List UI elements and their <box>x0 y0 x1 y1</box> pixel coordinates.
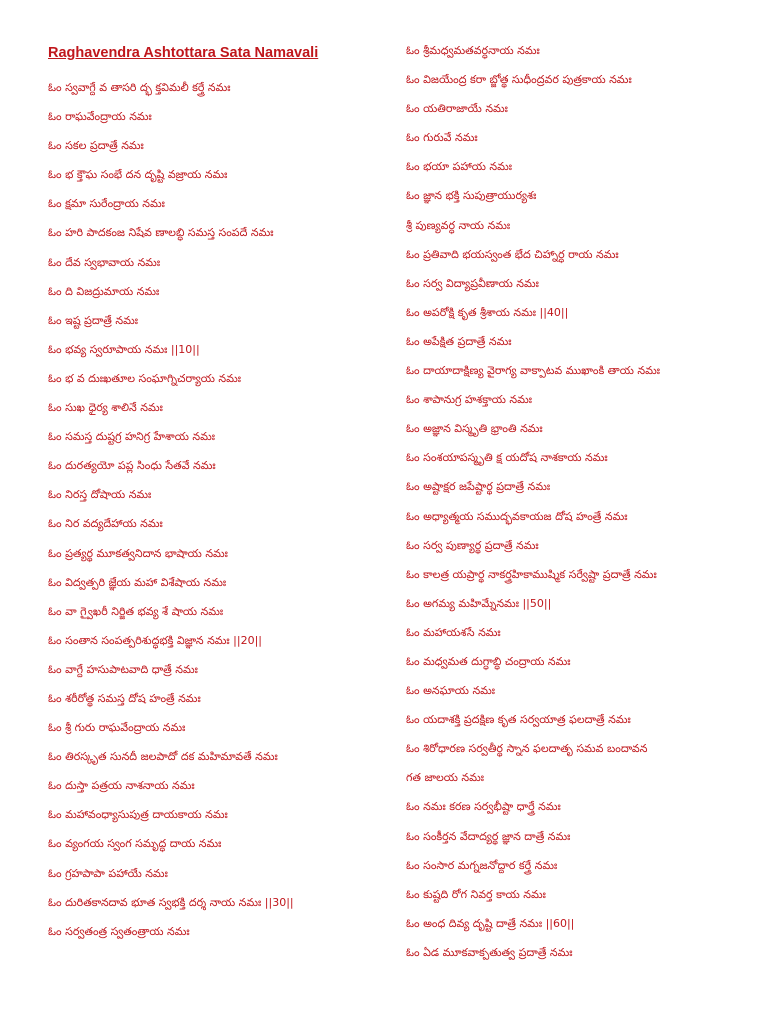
mantra-line: ఓం వాగ్దే హసుపాటవాది ధాత్రే నమః <box>48 662 198 676</box>
mantra-line: ఓం ప్రత్యర్థ మూకత్వనిదాన భాషాయ నమః <box>48 546 228 560</box>
mantra-line: ఓం నిరస్త దోషాయ నమః <box>48 488 152 502</box>
mantra-line: ఓం సంసార మగ్నజనోద్దార కర్త్రే నమః <box>406 858 558 872</box>
mantra-line: ఓం శరీరోత్థ సమస్త దోష హంత్రే నమః <box>48 691 201 705</box>
right-column <box>406 43 756 974</box>
mantra-line: ఓం యతిరాజాయే నమః <box>406 102 508 116</box>
mantra-line: ఓం అధ్యాత్మయ సముద్భవకాయజ దోష హంత్రే నమః <box>406 509 628 523</box>
mantra-line: ఓం దుస్తా పత్రయ నాశనాయ నమః <box>48 779 195 793</box>
mantra-line: ఓం కాలత్ర యప్రార్థ నాకర్త్రహికాముష్మిక సర్వేష్టా ప్రదాత్రే నమః <box>406 567 657 581</box>
mantra-line: ఓం రాఘవేంద్రాయ నమః <box>48 110 152 124</box>
mantra-line: ఓం సంతాన సంపత్పరిశుద్ధభక్తి విజ్ఞాన నమః ||20|| <box>48 633 262 647</box>
mantra-line: ఓం క్షమా సురేంద్రాయ నమః <box>48 197 165 211</box>
mantra-line: ఓం నిర వద్యదేహాయ నమః <box>48 517 163 531</box>
mantra-line: ఓం అష్టాక్షర జపేష్టార్థ ప్రదాత్రే నమః <box>406 480 551 494</box>
mantra-line: ఓం అపరోక్షి కృత శ్రీశాయ నమః ||40|| <box>406 305 569 319</box>
mantra-line: ఓం భయా పహాయ నమః <box>406 160 512 174</box>
mantra-line: ఓం యదాశక్తి ప్రదక్షిణ కృత సర్వయాత్ర ఫలదాత్రే నమః <box>406 713 631 727</box>
mantra-line: ఓం సకల ప్రదాత్రే నమః <box>48 139 144 153</box>
mantra-line: ఓం భవ్య స్వరూపాయ నమః ||10|| <box>48 342 200 356</box>
mantra-line: ఓం మధ్వమత దుగ్ధాబ్ధి చంద్రాయ నమః <box>406 654 571 668</box>
mantra-line: ఓం ప్రతివాది భయస్వంత భేద చిహ్నార్ధ రాయ నమః <box>406 247 619 261</box>
mantra-line: ఓం అజ్ఞాన విస్మృతి భ్రాంతి నమః <box>406 422 543 436</box>
mantra-line: ఓం అగమ్య మహిమ్నేనమః ||50|| <box>406 596 552 610</box>
page-title: Raghavendra Ashtottara Sata Namavali <box>48 45 319 61</box>
mantra-line: ఓం మహావంధ్యాసుపుత్ర దాయకాయ నమః <box>48 808 228 822</box>
mantra-line: ఓం సంకీర్తన వేదాద్యర్థ జ్ఞాన దాత్రే నమః <box>406 829 571 843</box>
mantra-line: ఓం శిరోధారణ సర్వతీర్థ స్నాన ఫలదాతృ సమవ బందావన <box>406 742 648 756</box>
mantra-line: ఓం ఏడ మూకవాక్పతుత్వ ప్రదాత్రే నమః <box>406 945 573 959</box>
mantra-line: గత జాలయ నమః <box>406 771 485 785</box>
mantra-line: ఓం అనఘాయ నమః <box>406 684 496 698</box>
mantra-line: ఓం జ్ఞాన భక్తి సుపుత్రాయుర్యశః <box>406 189 537 203</box>
mantra-line: ఓం స్వవాగ్దే వ తాసరి ద్భ క్తవిమలీ కర్త్రే నమః <box>48 81 231 94</box>
mantra-line: ఓం విద్వత్పరి జ్ఞేయ మహా విశేషాయ నమః <box>48 575 227 589</box>
mantra-line: ఓం హరి పాదకంజ నిషేవ ణాలబ్ధి సమస్త సంపదే నమః <box>48 226 274 240</box>
mantra-line: ఓం గురువే నమః <box>406 131 478 145</box>
mantra-line: ఓం అపేక్షిత ప్రదాత్రే నమః <box>406 334 512 348</box>
mantra-line: ఓం గ్రహపాపా పహాయే నమః <box>48 866 168 880</box>
mantra-line: ఓం సుఖ ధైర్య శాలినే నమః <box>48 401 163 415</box>
mantra-line: ఓం వ్యంగయ స్వంగ సమృద్ధ దాయ నమః <box>48 837 222 851</box>
mantra-line: ఓం సర్వ విద్యాప్రవీణాయ నమః <box>406 276 539 290</box>
mantra-line: ఓం ఇష్ట ప్రదాత్రే నమః <box>48 313 138 327</box>
mantra-line: ఓం దురితకానదావ భూత స్వభక్తి దర్శ నాయ నమః ||30|| <box>48 895 294 909</box>
mantra-line: ఓం భ క్తౌఘ సంభే దన దృష్టి వజ్రాయ నమః <box>48 168 228 182</box>
mantra-line: ఓం దురత్యయో పప్ల సింధు సేతవే నమః <box>48 459 216 473</box>
mantra-line: ఓం విజయేంద్ర కరా బ్జోత్థ సుధీంద్రవర పుత్రకాయ నమః <box>406 73 632 87</box>
mantra-line: ఓం నమః కరణ సర్వభీష్టా ధార్త్రే నమః <box>406 800 561 814</box>
mantra-line: ఓం దాయాదాక్షిణ్య వైరాగ్య వాక్పాటవ ముఖాంకి తాయ నమః <box>406 364 660 378</box>
mantra-line: ఓం సంశయాపస్మృతి క్ష యదోష నాశకాయ నమః <box>406 451 608 465</box>
mantra-line: శ్రీ పుణ్యవర్ధ నాయ నమః <box>406 218 511 232</box>
left-column <box>48 80 398 953</box>
mantra-line: ఓం భ వ దుఃఖతూల సంఘాగ్నిచర్యాయ నమః <box>48 371 242 385</box>
mantra-line: ఓం కుష్టది రోగ నివర్త కాయ నమః <box>406 887 546 901</box>
mantra-line: ఓం సర్వతంత్ర స్వతంత్రాయ నమః <box>48 924 190 938</box>
mantra-line: ఓం సర్వ పుణ్యార్థ ప్రదాత్రే నమః <box>406 538 539 552</box>
mantra-line: ఓం సమస్త దుష్టగ్ర హనిగ్ర హేశాయ నమః <box>48 430 215 444</box>
mantra-line: ఓం దేవ స్వభావాయ నమః <box>48 255 161 269</box>
mantra-line: ఓం అంధ దివ్య దృష్టి దాత్రే నమః ||60|| <box>406 916 575 930</box>
mantra-line: ఓం వా గ్వైఖరీ నిర్జిత భవ్య శే షాయ నమః <box>48 604 224 618</box>
mantra-line: ఓం తిరస్కృత సునదీ జలపాదో దక మహిమావతే నమః <box>48 750 278 764</box>
mantra-line: ఓం ది విజద్రుమాయ నమః <box>48 284 160 298</box>
mantra-line: ఓం శ్రీ గురు రాఘవేంద్రాయ నమః <box>48 721 186 735</box>
mantra-line: ఓం మహాయశసే నమః <box>406 625 501 639</box>
mantra-line: ఓం శాపానుగ్ర హశక్తాయ నమః <box>406 393 533 407</box>
mantra-line: ఓం శ్రీమధ్వమతవర్ధనాయ నమః <box>406 44 540 57</box>
